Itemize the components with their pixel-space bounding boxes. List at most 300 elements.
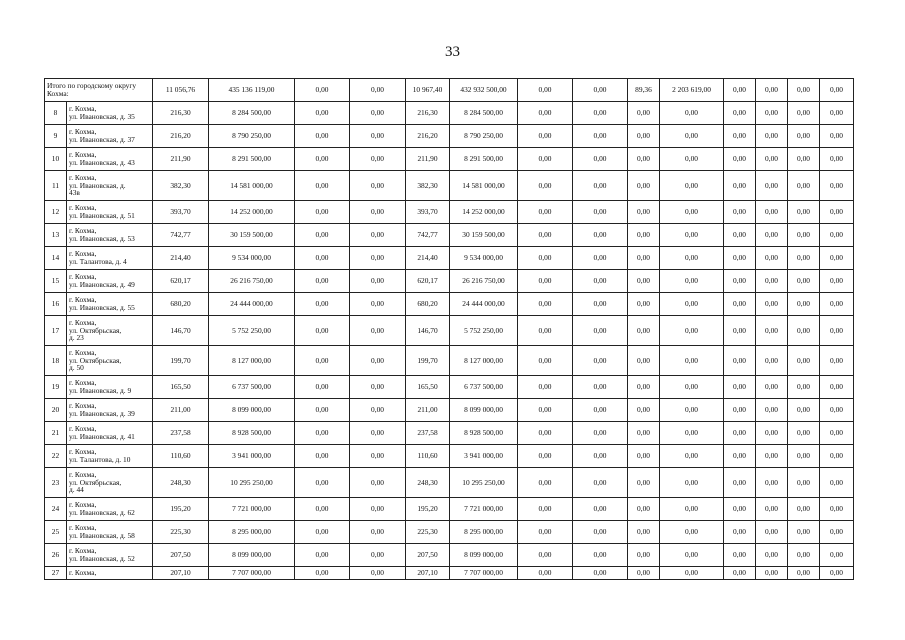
address-line: г. Кохма, xyxy=(69,500,97,510)
value-cell: 0,00 xyxy=(788,102,820,125)
value-cell: 0,00 xyxy=(724,201,756,224)
address-line: г. Кохма, xyxy=(69,150,97,160)
address-line: г. Кохма, xyxy=(69,424,97,434)
value-cell: 0,00 xyxy=(724,544,756,567)
address-line: г. Кохма, xyxy=(69,447,97,457)
value-cell: 0,00 xyxy=(660,171,724,201)
value-cell: 0,00 xyxy=(295,422,350,445)
value-cell: 0,00 xyxy=(573,498,628,521)
table-row xyxy=(45,247,854,270)
value-cell: 5 752 250,00 xyxy=(450,316,518,346)
value-cell: 0,00 xyxy=(295,148,350,171)
value-cell: 0,00 xyxy=(518,468,573,498)
address-line: г. Кохма, xyxy=(69,104,97,114)
address-line: ул. Ивановская, д. 62 xyxy=(69,508,135,517)
address-cell xyxy=(67,316,153,346)
value-cell: 0,00 xyxy=(724,422,756,445)
value-cell: 248,30 xyxy=(153,468,209,498)
value-cell: 0,00 xyxy=(724,125,756,148)
address-line: г. Кохма, xyxy=(69,546,97,556)
value-cell: 216,20 xyxy=(406,125,450,148)
value-cell: 0,00 xyxy=(660,293,724,316)
value-cell: 0,00 xyxy=(628,422,660,445)
address-line: г. Кохма, xyxy=(69,348,97,358)
value-cell: 0,00 xyxy=(295,521,350,544)
value-cell: 8 284 500,00 xyxy=(450,102,518,125)
address-line: ул. Ивановская, д. xyxy=(69,180,126,190)
value-cell: 0,00 xyxy=(788,201,820,224)
value-cell: 0,00 xyxy=(660,125,724,148)
value-cell: 0,00 xyxy=(628,247,660,270)
value-cell: 0,00 xyxy=(724,376,756,399)
address-line: ул. Ивановская, д. 43 xyxy=(69,158,135,167)
value-cell: 0,00 xyxy=(350,498,406,521)
value-cell: 0,00 xyxy=(756,171,788,201)
value-cell: 0,00 xyxy=(295,468,350,498)
value-cell: 0,00 xyxy=(660,567,724,580)
value-cell: 211,90 xyxy=(153,148,209,171)
value-cell: 0,00 xyxy=(628,102,660,125)
address-cell xyxy=(67,376,153,399)
value-cell: 0,00 xyxy=(295,498,350,521)
value-cell: 0,00 xyxy=(350,270,406,293)
address-line: д. 50 xyxy=(69,363,84,373)
value-cell: 8 291 500,00 xyxy=(450,148,518,171)
value-cell: 0,00 xyxy=(724,148,756,171)
address-line: ул. Октябрьская, xyxy=(69,325,122,335)
value-cell: 0,00 xyxy=(788,346,820,376)
value-cell: 0,00 xyxy=(756,125,788,148)
value-cell: 0,00 xyxy=(295,247,350,270)
address-cell xyxy=(67,399,153,422)
table-row xyxy=(45,270,854,293)
value-cell: 0,00 xyxy=(820,445,854,468)
value-cell: 0,00 xyxy=(788,148,820,171)
value-cell: 393,70 xyxy=(406,201,450,224)
table-body xyxy=(45,79,854,580)
housing-table xyxy=(44,78,854,580)
value-cell: 0,00 xyxy=(295,445,350,468)
value-cell: 0,00 xyxy=(660,445,724,468)
value-cell: 0,00 xyxy=(518,247,573,270)
value-cell: 0,00 xyxy=(518,171,573,201)
value-cell: 0,00 xyxy=(756,468,788,498)
value-cell: 0,00 xyxy=(628,498,660,521)
value-cell: 0,00 xyxy=(820,224,854,247)
value-cell: 0,00 xyxy=(573,201,628,224)
total-cell: 0,00 xyxy=(724,79,756,102)
value-cell: 8 928 500,00 xyxy=(209,422,295,445)
value-cell: 8 127 000,00 xyxy=(450,346,518,376)
value-cell: 0,00 xyxy=(628,544,660,567)
row-number: 8 xyxy=(45,102,67,125)
value-cell: 207,50 xyxy=(153,544,209,567)
address-cell xyxy=(67,270,153,293)
value-cell: 0,00 xyxy=(788,270,820,293)
value-cell: 620,17 xyxy=(153,270,209,293)
value-cell: 0,00 xyxy=(350,468,406,498)
value-cell: 9 534 000,00 xyxy=(450,247,518,270)
table-row xyxy=(45,498,854,521)
value-cell: 0,00 xyxy=(788,422,820,445)
value-cell: 0,00 xyxy=(518,346,573,376)
value-cell: 0,00 xyxy=(295,102,350,125)
value-cell: 0,00 xyxy=(350,544,406,567)
total-cell: 11 056,76 xyxy=(153,79,209,102)
value-cell: 26 216 750,00 xyxy=(209,270,295,293)
value-cell: 0,00 xyxy=(573,148,628,171)
address-cell xyxy=(67,521,153,544)
total-cell: 0,00 xyxy=(295,79,350,102)
value-cell: 0,00 xyxy=(518,399,573,422)
value-cell: 0,00 xyxy=(724,399,756,422)
total-cell: 0,00 xyxy=(518,79,573,102)
value-cell: 0,00 xyxy=(573,102,628,125)
value-cell: 0,00 xyxy=(820,102,854,125)
value-cell: 7 721 000,00 xyxy=(450,498,518,521)
value-cell: 382,30 xyxy=(406,171,450,201)
value-cell: 0,00 xyxy=(788,498,820,521)
value-cell: 0,00 xyxy=(756,376,788,399)
address-line: ул. Ивановская, д. 35 xyxy=(69,112,135,121)
value-cell: 0,00 xyxy=(660,468,724,498)
value-cell: 8 099 000,00 xyxy=(450,544,518,567)
table-row xyxy=(45,567,854,580)
value-cell: 237,58 xyxy=(153,422,209,445)
value-cell: 0,00 xyxy=(518,422,573,445)
address-cell xyxy=(67,498,153,521)
value-cell: 0,00 xyxy=(724,445,756,468)
value-cell: 146,70 xyxy=(406,316,450,346)
value-cell: 0,00 xyxy=(756,270,788,293)
address-line: ул. Ивановская, д. 49 xyxy=(69,280,135,289)
value-cell: 0,00 xyxy=(788,468,820,498)
total-cell: 2 203 619,00 xyxy=(660,79,724,102)
value-cell: 8 295 000,00 xyxy=(209,521,295,544)
value-cell: 0,00 xyxy=(350,316,406,346)
value-cell: 24 444 000,00 xyxy=(450,293,518,316)
value-cell: 30 159 500,00 xyxy=(450,224,518,247)
value-cell: 207,10 xyxy=(153,567,209,580)
value-cell: 0,00 xyxy=(573,171,628,201)
value-cell: 0,00 xyxy=(350,399,406,422)
value-cell: 0,00 xyxy=(820,171,854,201)
value-cell: 0,00 xyxy=(573,567,628,580)
table-row xyxy=(45,399,854,422)
value-cell: 0,00 xyxy=(518,224,573,247)
value-cell: 0,00 xyxy=(788,293,820,316)
value-cell: 9 534 000,00 xyxy=(209,247,295,270)
value-cell: 0,00 xyxy=(350,521,406,544)
row-number: 21 xyxy=(45,422,67,445)
value-cell: 0,00 xyxy=(518,376,573,399)
value-cell: 0,00 xyxy=(820,468,854,498)
address-line: ул. Ивановская, д. 55 xyxy=(69,303,135,312)
value-cell: 0,00 xyxy=(788,521,820,544)
value-cell: 0,00 xyxy=(756,521,788,544)
value-cell: 0,00 xyxy=(660,247,724,270)
address-cell xyxy=(67,125,153,148)
value-cell: 0,00 xyxy=(820,316,854,346)
row-number: 20 xyxy=(45,399,67,422)
value-cell: 8 291 500,00 xyxy=(209,148,295,171)
address-line: ул. Ивановская, д. 9 xyxy=(69,386,132,395)
value-cell: 0,00 xyxy=(628,316,660,346)
table-row xyxy=(45,316,854,346)
address-line: ул. Ивановская, д. 39 xyxy=(69,409,135,418)
value-cell: 211,90 xyxy=(406,148,450,171)
value-cell: 0,00 xyxy=(350,247,406,270)
value-cell: 7 721 000,00 xyxy=(209,498,295,521)
address-cell xyxy=(67,224,153,247)
row-number: 18 xyxy=(45,346,67,376)
address-line: г. Кохма, xyxy=(69,203,97,213)
value-cell: 0,00 xyxy=(756,567,788,580)
table-row xyxy=(45,125,854,148)
total-row xyxy=(45,79,854,102)
value-cell: 0,00 xyxy=(724,498,756,521)
row-number: 10 xyxy=(45,148,67,171)
value-cell: 0,00 xyxy=(628,148,660,171)
value-cell: 211,00 xyxy=(153,399,209,422)
value-cell: 10 295 250,00 xyxy=(450,468,518,498)
row-number: 9 xyxy=(45,125,67,148)
address-line: г. Кохма, xyxy=(69,523,97,533)
value-cell: 0,00 xyxy=(788,125,820,148)
value-cell: 0,00 xyxy=(295,201,350,224)
value-cell: 195,20 xyxy=(153,498,209,521)
value-cell: 199,70 xyxy=(406,346,450,376)
value-cell: 0,00 xyxy=(573,270,628,293)
value-cell: 620,17 xyxy=(406,270,450,293)
address-line: ул. Ивановская, д. 53 xyxy=(69,234,135,243)
value-cell: 0,00 xyxy=(573,293,628,316)
value-cell: 3 941 000,00 xyxy=(209,445,295,468)
value-cell: 0,00 xyxy=(724,247,756,270)
value-cell: 207,10 xyxy=(406,567,450,580)
address-line: ул. Талантова, д. 4 xyxy=(69,257,127,266)
value-cell: 0,00 xyxy=(628,445,660,468)
row-number: 23 xyxy=(45,468,67,498)
value-cell: 0,00 xyxy=(788,224,820,247)
value-cell: 0,00 xyxy=(756,293,788,316)
value-cell: 0,00 xyxy=(573,468,628,498)
value-cell: 0,00 xyxy=(820,293,854,316)
value-cell: 7 707 000,00 xyxy=(209,567,295,580)
value-cell: 0,00 xyxy=(350,102,406,125)
value-cell: 0,00 xyxy=(660,224,724,247)
value-cell: 7 707 000,00 xyxy=(450,567,518,580)
table-row xyxy=(45,148,854,171)
value-cell: 6 737 500,00 xyxy=(450,376,518,399)
value-cell: 0,00 xyxy=(350,376,406,399)
value-cell: 0,00 xyxy=(724,521,756,544)
value-cell: 14 581 000,00 xyxy=(450,171,518,201)
value-cell: 0,00 xyxy=(756,498,788,521)
row-number: 12 xyxy=(45,201,67,224)
value-cell: 195,20 xyxy=(406,498,450,521)
value-cell: 0,00 xyxy=(628,567,660,580)
value-cell: 0,00 xyxy=(518,125,573,148)
value-cell: 0,00 xyxy=(660,422,724,445)
value-cell: 0,00 xyxy=(518,270,573,293)
address-cell xyxy=(67,445,153,468)
value-cell: 216,30 xyxy=(406,102,450,125)
address-line: ул. Талантова, д. 10 xyxy=(69,455,131,464)
value-cell: 0,00 xyxy=(518,148,573,171)
value-cell: 30 159 500,00 xyxy=(209,224,295,247)
row-number: 13 xyxy=(45,224,67,247)
value-cell: 0,00 xyxy=(788,544,820,567)
value-cell: 0,00 xyxy=(788,316,820,346)
row-number: 17 xyxy=(45,316,67,346)
value-cell: 0,00 xyxy=(660,376,724,399)
value-cell: 0,00 xyxy=(756,224,788,247)
value-cell: 199,70 xyxy=(153,346,209,376)
value-cell: 0,00 xyxy=(350,224,406,247)
value-cell: 0,00 xyxy=(573,125,628,148)
value-cell: 0,00 xyxy=(518,567,573,580)
address-cell xyxy=(67,148,153,171)
value-cell: 3 941 000,00 xyxy=(450,445,518,468)
value-cell: 0,00 xyxy=(573,422,628,445)
value-cell: 0,00 xyxy=(628,346,660,376)
row-number: 22 xyxy=(45,445,67,468)
value-cell: 0,00 xyxy=(350,293,406,316)
table-row xyxy=(45,468,854,498)
value-cell: 0,00 xyxy=(660,316,724,346)
value-cell: 0,00 xyxy=(660,102,724,125)
value-cell: 0,00 xyxy=(295,125,350,148)
value-cell: 0,00 xyxy=(820,376,854,399)
value-cell: 225,30 xyxy=(153,521,209,544)
total-cell: 10 967,40 xyxy=(406,79,450,102)
value-cell: 0,00 xyxy=(295,544,350,567)
value-cell: 0,00 xyxy=(820,201,854,224)
value-cell: 393,70 xyxy=(153,201,209,224)
value-cell: 0,00 xyxy=(788,247,820,270)
value-cell: 0,00 xyxy=(788,567,820,580)
row-number: 19 xyxy=(45,376,67,399)
value-cell: 14 581 000,00 xyxy=(209,171,295,201)
address-line: г. Кохма, xyxy=(69,401,97,411)
value-cell: 0,00 xyxy=(788,376,820,399)
value-cell: 0,00 xyxy=(573,247,628,270)
value-cell: 0,00 xyxy=(295,567,350,580)
table-row xyxy=(45,445,854,468)
value-cell: 8 928 500,00 xyxy=(450,422,518,445)
value-cell: 0,00 xyxy=(724,293,756,316)
value-cell: 8 099 000,00 xyxy=(209,544,295,567)
page-number: 33 xyxy=(445,44,460,60)
value-cell: 0,00 xyxy=(820,544,854,567)
value-cell: 8 099 000,00 xyxy=(450,399,518,422)
value-cell: 0,00 xyxy=(820,422,854,445)
value-cell: 14 252 000,00 xyxy=(450,201,518,224)
table-row xyxy=(45,346,854,376)
value-cell: 110,60 xyxy=(153,445,209,468)
value-cell: 10 295 250,00 xyxy=(209,468,295,498)
address-line: г. Кохма, xyxy=(69,568,97,578)
address-line: г. Кохма, xyxy=(69,249,97,259)
value-cell: 0,00 xyxy=(350,125,406,148)
value-cell: 207,50 xyxy=(406,544,450,567)
value-cell: 0,00 xyxy=(518,544,573,567)
address-line: д. 44 xyxy=(69,485,84,495)
value-cell: 0,00 xyxy=(820,567,854,580)
value-cell: 24 444 000,00 xyxy=(209,293,295,316)
address-cell xyxy=(67,544,153,567)
value-cell: 0,00 xyxy=(350,445,406,468)
value-cell: 165,50 xyxy=(406,376,450,399)
total-cell: 0,00 xyxy=(350,79,406,102)
value-cell: 0,00 xyxy=(628,399,660,422)
value-cell: 0,00 xyxy=(518,293,573,316)
total-cell: 432 932 500,00 xyxy=(450,79,518,102)
value-cell: 0,00 xyxy=(518,102,573,125)
value-cell: 0,00 xyxy=(295,399,350,422)
value-cell: 0,00 xyxy=(573,376,628,399)
value-cell: 0,00 xyxy=(295,293,350,316)
value-cell: 0,00 xyxy=(724,171,756,201)
value-cell: 165,50 xyxy=(153,376,209,399)
value-cell: 0,00 xyxy=(573,544,628,567)
value-cell: 0,00 xyxy=(756,544,788,567)
value-cell: 0,00 xyxy=(628,270,660,293)
value-cell: 0,00 xyxy=(724,346,756,376)
value-cell: 0,00 xyxy=(660,270,724,293)
total-label: Итого по городскому округу Кохма: xyxy=(45,79,153,102)
value-cell: 0,00 xyxy=(724,316,756,346)
value-cell: 0,00 xyxy=(660,521,724,544)
value-cell: 5 752 250,00 xyxy=(209,316,295,346)
address-line: ул. Ивановская, д. 37 xyxy=(69,135,135,144)
row-number: 14 xyxy=(45,247,67,270)
address-line: г. Кохма, xyxy=(69,470,97,480)
value-cell: 0,00 xyxy=(628,125,660,148)
value-cell: 0,00 xyxy=(724,270,756,293)
address-line: г. Кохма, xyxy=(69,226,97,236)
address-line: г. Кохма, xyxy=(69,378,97,388)
value-cell: 8 790 250,00 xyxy=(450,125,518,148)
value-cell: 0,00 xyxy=(820,247,854,270)
value-cell: 8 790 250,00 xyxy=(209,125,295,148)
address-line: г. Кохма, xyxy=(69,295,97,305)
value-cell: 8 127 000,00 xyxy=(209,346,295,376)
value-cell: 0,00 xyxy=(295,346,350,376)
address-line: д. 23 xyxy=(69,333,84,343)
address-line: г. Кохма, xyxy=(69,272,97,282)
value-cell: 0,00 xyxy=(756,422,788,445)
row-number: 11 xyxy=(45,171,67,201)
value-cell: 0,00 xyxy=(573,399,628,422)
address-cell xyxy=(67,247,153,270)
value-cell: 0,00 xyxy=(628,468,660,498)
value-cell: 0,00 xyxy=(573,445,628,468)
value-cell: 0,00 xyxy=(756,148,788,171)
value-cell: 0,00 xyxy=(350,148,406,171)
value-cell: 26 216 750,00 xyxy=(450,270,518,293)
value-cell: 0,00 xyxy=(350,422,406,445)
address-line: ул. Октябрьская, xyxy=(69,355,122,365)
value-cell: 0,00 xyxy=(350,201,406,224)
address-cell xyxy=(67,293,153,316)
value-cell: 0,00 xyxy=(820,148,854,171)
value-cell: 0,00 xyxy=(756,399,788,422)
address-line: ул. Ивановская, д. 52 xyxy=(69,554,135,563)
table-row xyxy=(45,422,854,445)
value-cell: 0,00 xyxy=(295,224,350,247)
